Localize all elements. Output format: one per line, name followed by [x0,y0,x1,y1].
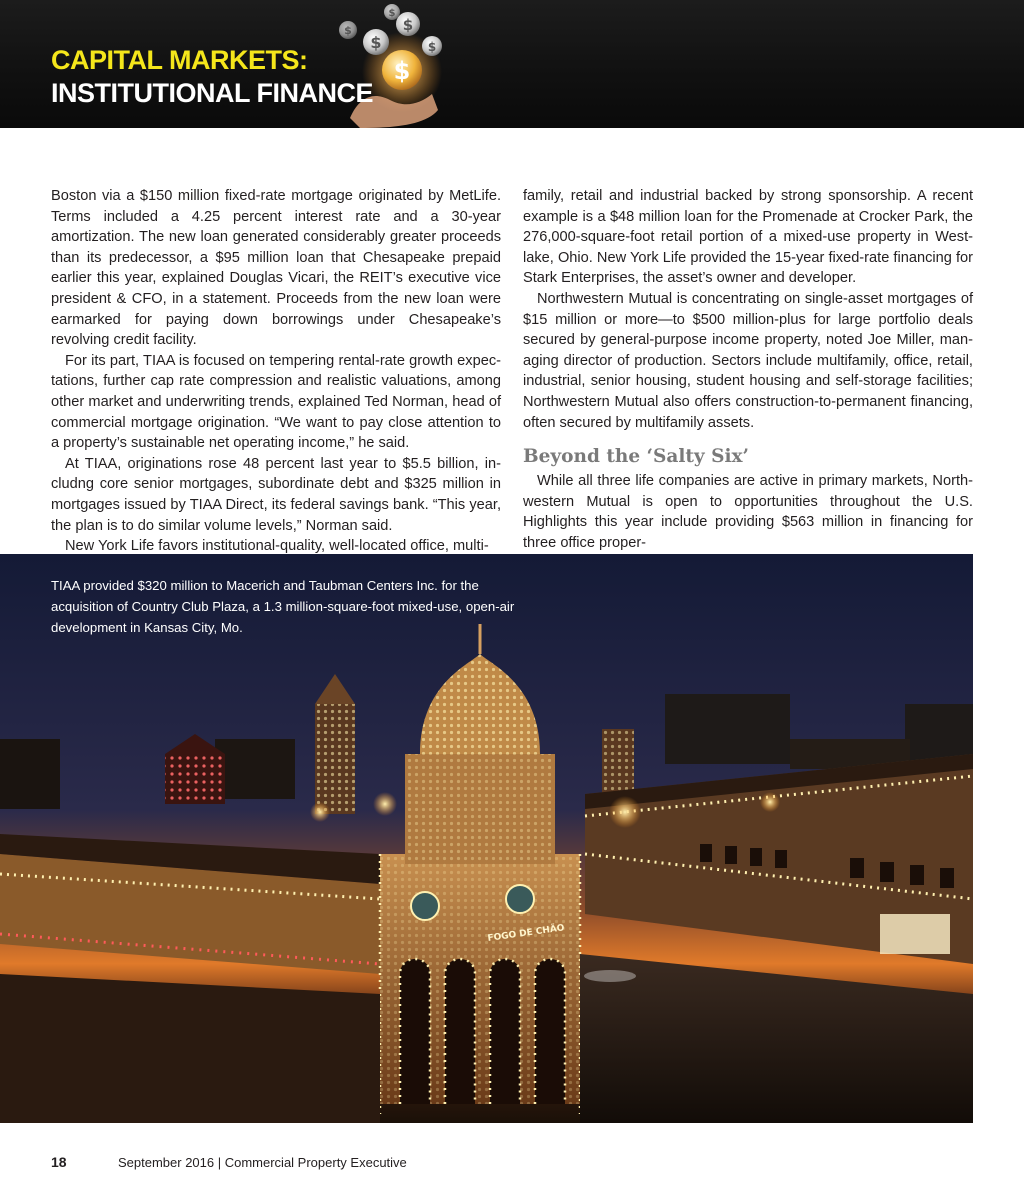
paragraph: Northwestern Mutual is concentrating on single-asset mortgages of $15 million or more—to $500 million-plus for large portfolio deals secured by general-purpose income property, noted Joe Miller, managing director of production. Sectors include multifamily, office, retail, industrial, senior housing, student housing and self-storage facilities; Northwestern Mutual also offers construction-to-permanent financing, often secured by multifamily assets. [523,290,973,431]
paragraph: At TIAA, originations rose 48 percent last year to $5.5 billion, includng core senior mortgages, subordinate debt and $325 million in mortgages issued by TIAA Direct, its federal savings bank. “This year, the plan is to do similar volume levels,” Norman said. [51,455,501,534]
section-title-line2: INSTITUTIONAL FINANCE [51,78,373,108]
paragraph: While all three life companies are active in primary markets, Northwestern Mutual is open to opportunities throughout the U.S. Highlights this year include providing $563 million in financing for three office proper- [523,473,973,551]
publication-footer: September 2016 | Commercial Property Executive [118,1155,407,1170]
right-column [523,186,973,554]
svg-text:$: $ [344,24,352,37]
page-number: 18 [51,1154,67,1170]
section-title [51,44,373,110]
paragraph: For its part, TIAA is focused on tempering rental-rate growth expectations, further cap rate compression and realistic valuations, among other market and underwriting trends, explained Ted Norman, head of commercial mortgage origination. “We want to pay close attention to a property’s sustainable net operating income,” he said. [51,352,501,452]
header-banner [0,0,1024,128]
svg-text:$: $ [427,40,437,54]
left-column [51,186,501,557]
country-club-plaza-photo [0,554,973,1123]
paragraph: family, retail and industrial backed by strong sponsorship. A recent example is a $48 million loan for the Promenade at Crocker Park, the 276,000-square-foot retail portion of a mixed-use property in Westlake, Ohio. New York Life provided the 15-year fixed-rate financing for Stark Enterprises, the asset’s owner and developer. [523,188,973,287]
paragraph: Boston via a $150 million fixed-rate mortgage originated by MetLife. Terms included a 4.25 percent interest rate and a 30-year amortization. The new loan generated considerably greater proceeds than its predecessor, a $95 million loan that Chesapeake prepaid earlier this year, explained Douglas Vicari, the REIT’s executive vice president & CFO, in a statement. Proceeds from the new loan were earmarked for paying down borrowings under Chesapeake’s revolving credit facility. [51,188,501,349]
night-plaza-illustration [0,554,973,1123]
photo-caption: TIAA provided $320 million to Macerich and Taubman Centers Inc. for the acquisition of Country Club Plaza, a 1.3 million-square-foot mixed-use, open-air development in Kansas City, Mo. [51,578,515,635]
subheading: Beyond the ‘Salty Six’ [523,446,749,468]
svg-text:$: $ [393,57,411,85]
svg-text:$: $ [388,8,396,19]
paragraph: New York Life favors institutional-quality, well-located office, multi- [65,538,489,555]
section-title-line1: CAPITAL MARKETS: [51,45,308,75]
restaurant-sign: FOGO DE CHÃO [487,923,566,944]
svg-text:$: $ [370,33,382,52]
svg-text:$: $ [402,16,414,34]
